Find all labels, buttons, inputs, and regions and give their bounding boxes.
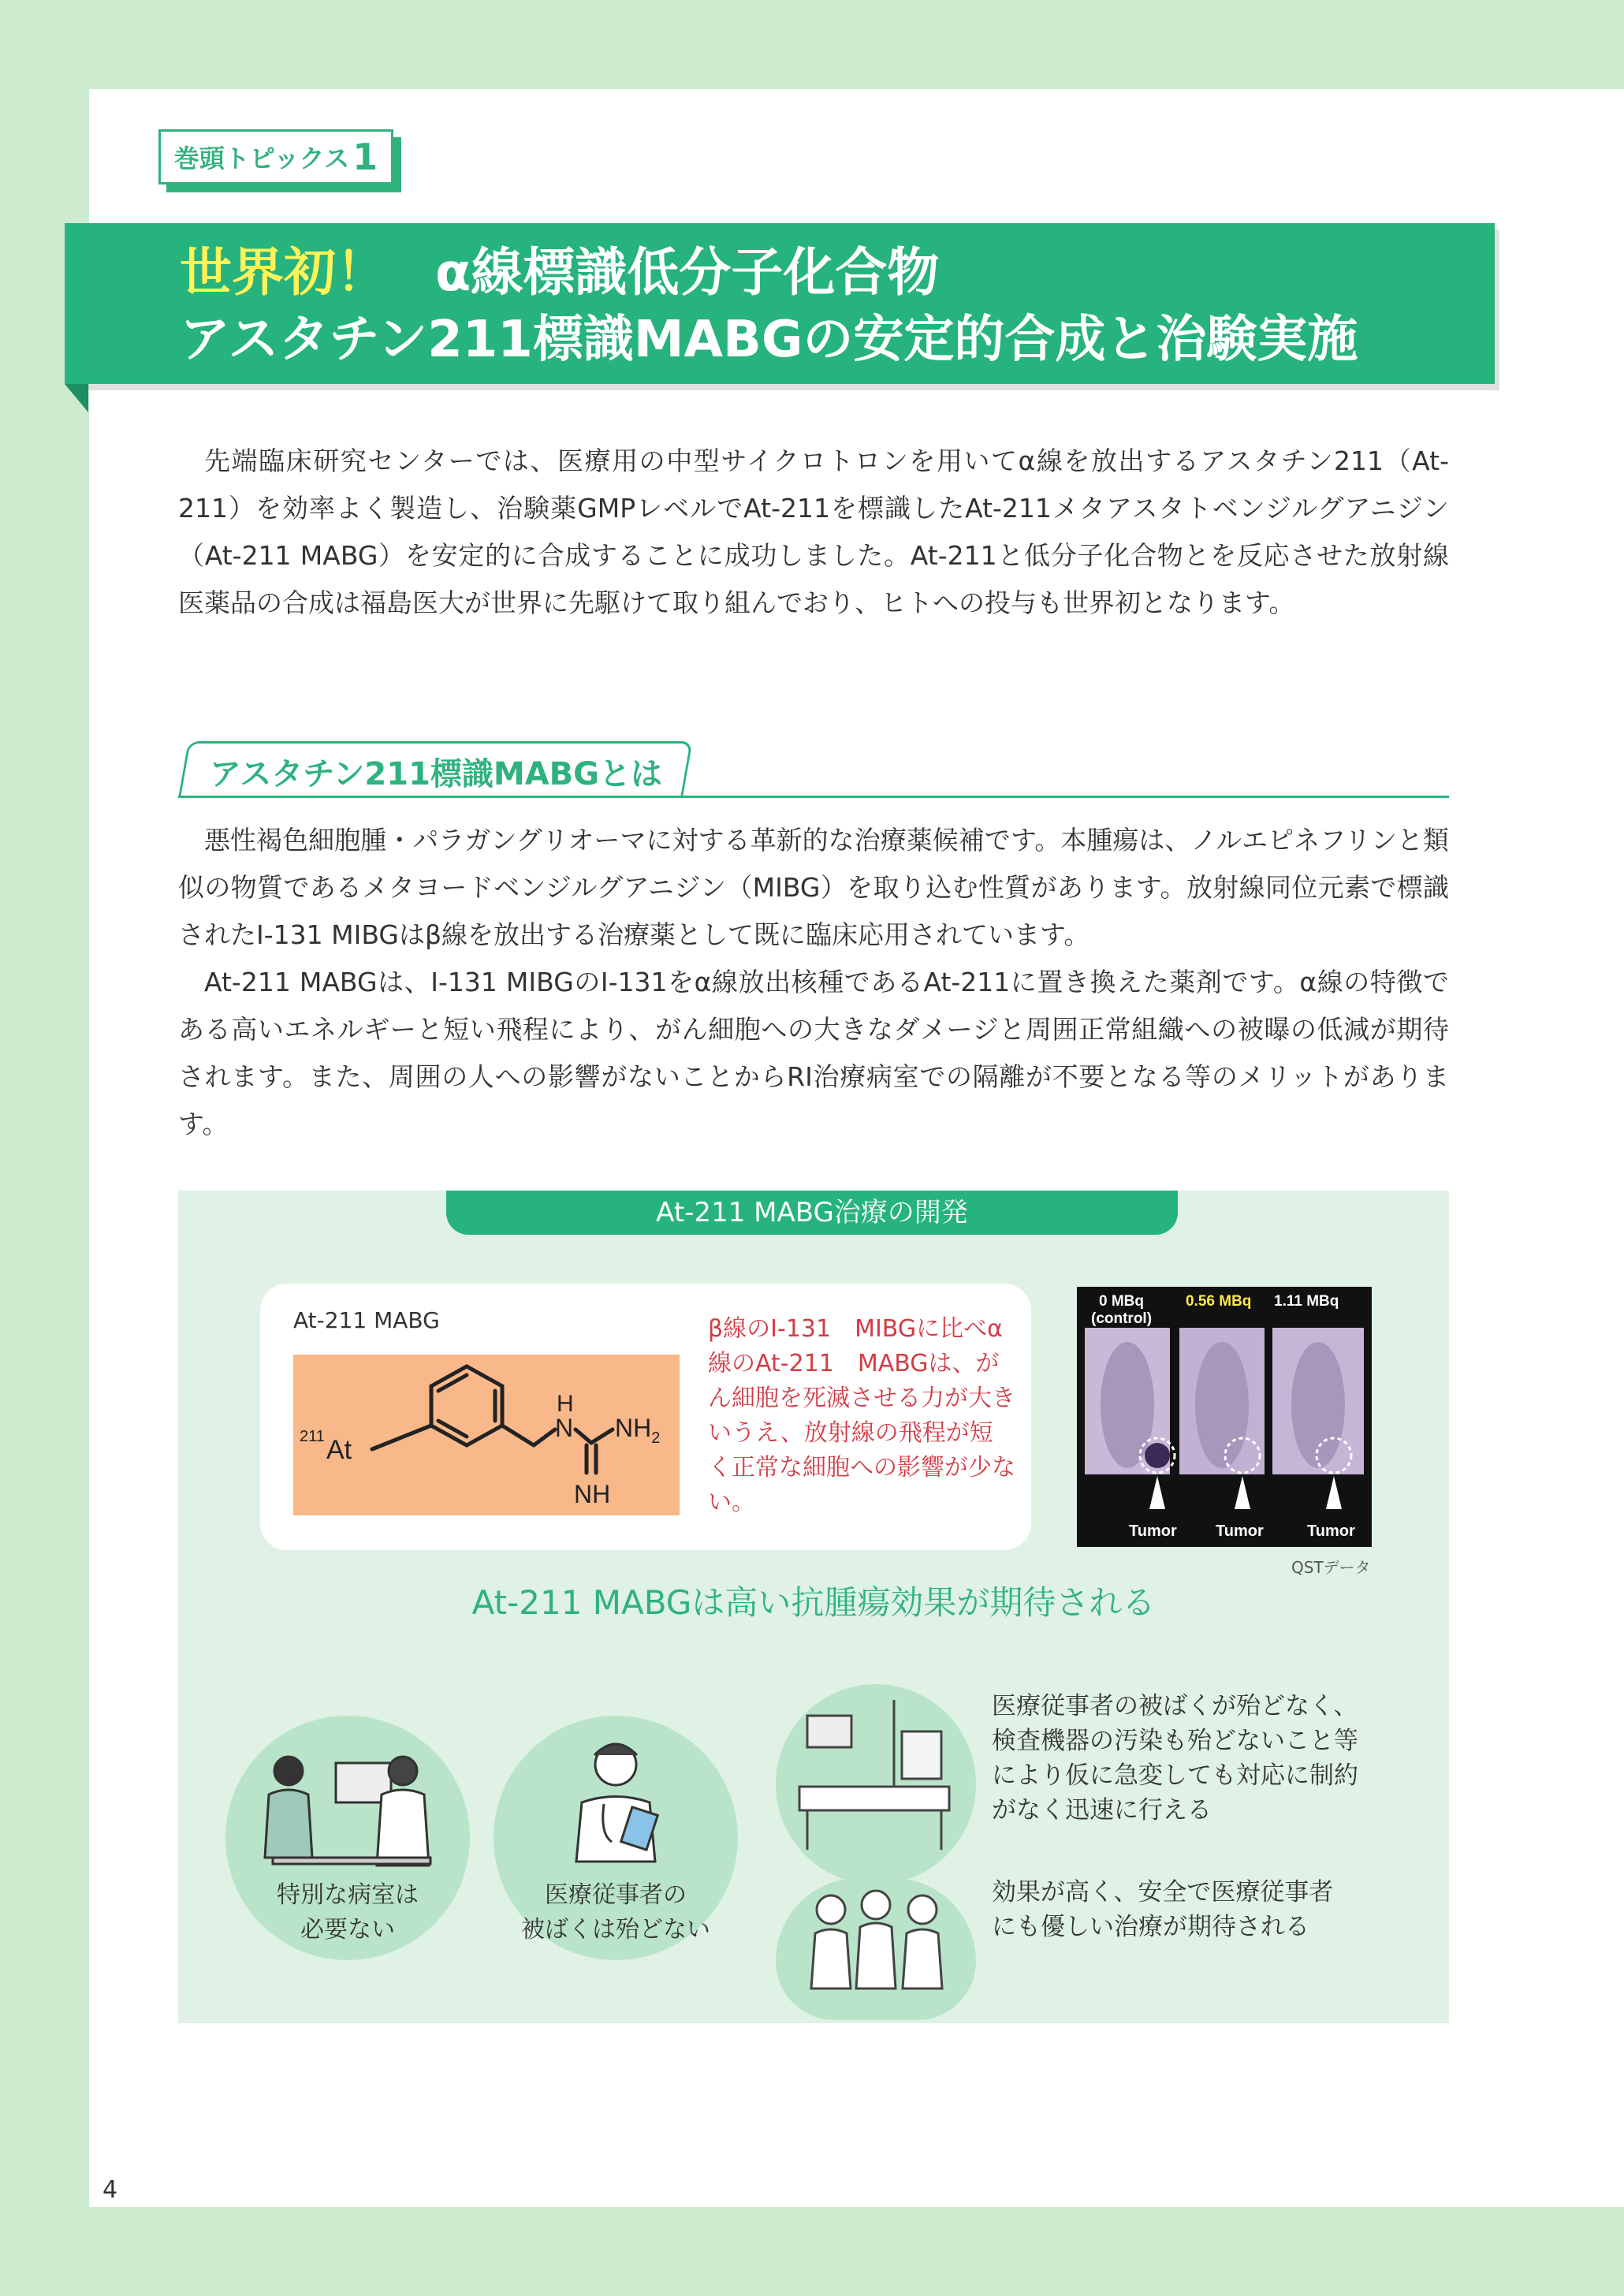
benefit-safe-line-2: にも優しい治療が期待される — [992, 1913, 1309, 1941]
effect-headline: At-211 MABGは高い抗腫瘍効果が期待される — [471, 1583, 1156, 1622]
benefit-safe-line-1: 効果が高く、安全で医療従事者 — [992, 1878, 1334, 1906]
nh2-bond — [591, 1429, 613, 1443]
photo-credit: QSTデータ — [1291, 1558, 1371, 1577]
c-bond — [575, 1429, 591, 1443]
nh2-atom — [615, 1414, 660, 1447]
staff-body-2 — [856, 1923, 896, 1988]
benefit-rapid-line-4: がなく迅速に行える — [992, 1796, 1212, 1824]
n-atom: N — [555, 1414, 574, 1442]
doctor-hair — [594, 1744, 637, 1755]
ch2-bond — [502, 1426, 534, 1445]
staff-face-3 — [908, 1895, 937, 1924]
equipment-icon — [902, 1731, 941, 1779]
development-panel — [178, 1191, 1449, 2023]
hospital-bed-illustration — [776, 1684, 976, 1884]
benefit-exposure-caption — [494, 1878, 738, 1948]
nh-bond — [534, 1429, 555, 1445]
section-paragraph-2: At-211 MABGは、I-131 MIBGのI-131をα線放出核種であるAt-211に置き換えた薬剤です。α線の特徴である高いエネルギーと短い飛程により、がん細胞への大きなダメージと周囲正常組織への被曝の低減が期待されます。また、周囲の人への影響がないことからRI治療病室での隔離が不要となる等のメリットがあります。 — [178, 967, 1449, 1139]
photo-label-056: 0.56 MBq — [1186, 1293, 1252, 1310]
tumor-mark-1 — [1145, 1443, 1170, 1468]
at-mass-number: 211 — [300, 1428, 325, 1445]
development-title: At-211 MABG治療の開発 — [446, 1191, 1178, 1235]
benefit-safe-treatment — [992, 1875, 1333, 1944]
benefit-room-caption — [225, 1878, 470, 1948]
molecule-structure-drawing — [293, 1355, 680, 1515]
title-line-1 — [180, 240, 1495, 305]
patient-body — [265, 1790, 312, 1858]
section-body — [178, 817, 1449, 1148]
mouse-body-2 — [1195, 1342, 1249, 1468]
medical-monitor — [807, 1716, 851, 1747]
at-bond — [372, 1426, 431, 1449]
benefit-circle-bed — [776, 1684, 976, 1884]
benefit-rapid-line-2: 検査機器の汚染も殆どないこと等 — [992, 1727, 1358, 1755]
intro-paragraph: 先端臨床研究センターでは、医療用の中型サイクロトロンを用いてα線を放出するアスタチン211（At-211）を効率よく製造し、治験薬GMPレベルでAt-211を標識したAt-211メタアスタトベンジルグアニジン（At-211 MABG）を安定的に合成することに成功しました。At-211と低分子化合物とを反応させた放射線医薬品の合成は福島医大が世界に先駆けて取り組んでおり、ヒトへの投与も世界初となります。 — [178, 445, 1449, 618]
benefit-rapid-response — [992, 1689, 1358, 1828]
title-highlight: 世界初！ — [180, 242, 388, 303]
photo-label-control: (control) — [1091, 1310, 1153, 1327]
tumor-photo — [1077, 1287, 1372, 1547]
benefit-rapid-line-3: により仮に急変しても対応に制約 — [992, 1761, 1358, 1790]
nh2-main: NH — [615, 1414, 652, 1442]
nh2-subscript: 2 — [651, 1429, 661, 1447]
title-fold — [65, 384, 88, 412]
title-band — [65, 223, 1495, 384]
desk-icon — [273, 1858, 430, 1864]
mouse-body-1 — [1101, 1342, 1154, 1468]
benefit-circle-exposure — [494, 1716, 738, 1960]
bed-mattress — [799, 1787, 949, 1810]
benefit-room-line-2: 必要ない — [300, 1916, 395, 1944]
page-number: 4 — [102, 2176, 118, 2204]
at-atom: At — [326, 1435, 352, 1465]
benzene-double-bond — [438, 1421, 467, 1437]
benefit-exposure-line-2: 被ばくは殆どない — [521, 1916, 710, 1944]
topic-tag-text: 巻頭トピックス — [173, 144, 350, 173]
benefit-rapid-line-1: 医療従事者の被ばくが殆どなく、 — [992, 1692, 1358, 1720]
staff-face-2 — [862, 1891, 890, 1919]
molecule-structure — [293, 1355, 680, 1515]
benefit-exposure-line-1: 医療従事者の — [545, 1881, 687, 1909]
topic-tag-label — [158, 129, 393, 184]
staff-face-1 — [817, 1895, 845, 1924]
staff-body-1 — [811, 1929, 851, 1988]
topic-tag — [158, 129, 393, 184]
benefit-room-line-1: 特別な病室は — [277, 1881, 419, 1909]
tumor-photo-image — [1077, 1287, 1372, 1547]
molecule-card — [260, 1284, 1031, 1550]
benzene-ring — [431, 1366, 502, 1445]
benzene-double-bond — [438, 1375, 467, 1391]
benefit-circle-room — [225, 1716, 470, 1960]
tumor-label-2: Tumor — [1216, 1523, 1264, 1540]
doctor-body — [377, 1790, 429, 1866]
title-line-1-rest: α線標識低分子化合物 — [435, 242, 940, 303]
section-paragraph-1: 悪性褐色細胞腫・パラガングリオーマに対する革新的な治療薬候補です。本腫瘍は、ノルエピネフリンと類似の物質であるメタヨードベンジルグアニジン（MIBG）を取り込む性質があります。放射線同位元素で標識されたI-131 MIBGはβ線を放出する治療薬として既に臨床応用されています。 — [178, 825, 1449, 950]
section-heading — [178, 741, 1449, 798]
nh-atom: NH — [574, 1480, 611, 1508]
photo-label-111: 1.11 MBq — [1274, 1293, 1339, 1310]
comparison-text: β線のI-131 MIBGに比べα線のAt-211 MABGは、がん細胞を死滅させる力が大きいうえ、放射線の飛程が短く正常な細胞への影響が少ない。 — [708, 1315, 1015, 1516]
h-atom: H — [557, 1391, 574, 1417]
patient-head — [274, 1757, 303, 1785]
benefit-circle-staff — [776, 1878, 976, 2020]
section-heading-text: アスタチン211標識MABGとは — [210, 756, 662, 792]
tumor-label-1: Tumor — [1129, 1523, 1177, 1540]
molecule-label: At-211 MABG — [293, 1307, 440, 1333]
topic-tag-number: 1 — [352, 136, 378, 178]
section-heading-rule — [178, 796, 1449, 798]
doctor-head — [389, 1757, 417, 1785]
photo-label-0: 0 MBq — [1099, 1293, 1144, 1310]
title-line-2: アスタチン211標識MABGの安定的合成と治験実施 — [180, 311, 1358, 369]
medical-staff-illustration — [776, 1878, 976, 2020]
tumor-label-3: Tumor — [1307, 1523, 1355, 1540]
staff-body-3 — [903, 1929, 942, 1988]
